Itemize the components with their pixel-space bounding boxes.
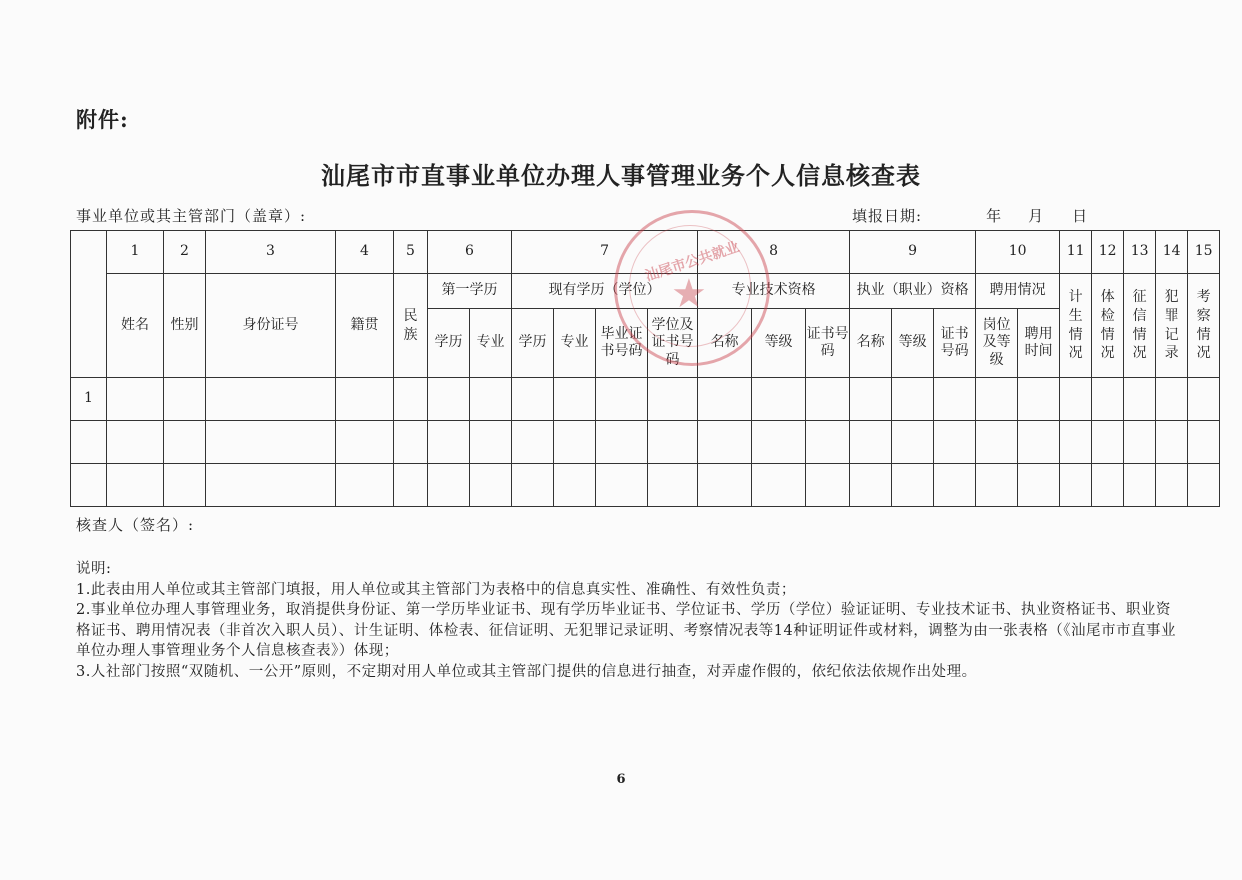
col-number: 3: [206, 231, 336, 274]
col-number: 2: [164, 231, 206, 274]
table-row: [71, 464, 1220, 507]
sub-header: 学历: [428, 309, 470, 378]
header-professional-qualification: 专业技术资格: [698, 274, 850, 309]
header-credit: [1124, 274, 1156, 378]
family-planning-text: 计生情况: [1068, 288, 1083, 362]
col-number: 15: [1188, 231, 1220, 274]
sub-header: 证书号码: [934, 309, 976, 378]
date-line: [852, 205, 1088, 226]
col-number: 7: [512, 231, 698, 274]
col-number: 1: [107, 231, 164, 274]
table-row: [71, 421, 1220, 464]
col-number: 9: [850, 231, 976, 274]
sub-header: 等级: [892, 309, 934, 378]
criminal-text: 犯罪记录: [1164, 288, 1179, 362]
col-number: 6: [428, 231, 512, 274]
sub-header: 名称: [850, 309, 892, 378]
note-item: 2.事业单位办理人事管理业务，取消提供身份证、第一学历毕业证书、现有学历毕业证书、学位证书、学历（学位）验证证明、专业技术证书、执业资格证书、职业资格证书、聘用情况表（非首次入职人员）、计生证明、体检表、征信证明、无犯罪记录证明、考察情况表等14种证明证件或材料，调整为由一张表格（《汕尾市市直事业单位办理人事管理业务个人信息核查表》）体现；: [76, 602, 1176, 659]
page-number: 6: [616, 772, 626, 787]
sub-header: 专业: [554, 309, 596, 378]
header-ethnicity: [394, 274, 428, 378]
notes-section: [76, 559, 1176, 682]
credit-text: 征信情况: [1132, 288, 1147, 362]
row-index: 1: [71, 378, 107, 421]
date-year: 年: [986, 207, 1003, 225]
header-first-education: 第一学历: [428, 274, 512, 309]
sub-header: 学历: [512, 309, 554, 378]
col-number: 13: [1124, 231, 1156, 274]
seal-star-icon: ★: [671, 271, 707, 317]
inspector-label: 核查人（签名）:: [76, 516, 195, 534]
header-native-place: 籍贯: [336, 274, 394, 378]
header-criminal: [1156, 274, 1188, 378]
sub-header: 名称: [698, 309, 752, 378]
note-item: 1.此表由用人单位或其主管部门填报，用人单位或其主管部门为表格中的信息真实性、准确性、有效性负责；: [76, 581, 796, 598]
attachment-label: 附件:: [76, 107, 129, 132]
sub-header: 等级: [752, 309, 806, 378]
row-index-header: [71, 231, 107, 378]
row-index: [71, 464, 107, 507]
header-gender: 性别: [164, 274, 206, 378]
col-number: 12: [1092, 231, 1124, 274]
page-title: 汕尾市市直事业单位办理人事管理业务个人信息核查表: [321, 162, 921, 190]
notes-heading: 说明:: [76, 561, 112, 577]
col-number: 8: [698, 231, 850, 274]
header-assessment: [1188, 274, 1220, 378]
header-name: 姓名: [107, 274, 164, 378]
note-item: 3.人社部门按照“双随机、一公开”原则，不定期对用人单位或其主管部门提供的信息进行抽查，对弄虚作假的，依纪依法依规作出处理。: [76, 663, 977, 680]
date-day: 日: [1072, 207, 1089, 225]
header-current-education: 现有学历（学位）: [512, 274, 698, 309]
sub-header: 学位及证书号码: [648, 309, 698, 378]
physical-exam-text: 体检情况: [1100, 288, 1115, 362]
header-physical-exam: [1092, 274, 1124, 378]
seal-text: 汕尾市公共就业: [643, 239, 742, 285]
row-index: [71, 421, 107, 464]
sub-header: 证书号码: [806, 309, 850, 378]
info-table: [70, 230, 1220, 507]
assessment-text: 考察情况: [1196, 288, 1211, 362]
table-row: [71, 378, 1220, 421]
col-number: 11: [1060, 231, 1092, 274]
sub-header: 专业: [470, 309, 512, 378]
sub-header: 毕业证书号码: [596, 309, 648, 378]
header-employment: 聘用情况: [976, 274, 1060, 309]
header-family-planning: [1060, 274, 1092, 378]
date-label: 填报日期:: [852, 207, 923, 225]
col-number: 10: [976, 231, 1060, 274]
date-month: 月: [1028, 207, 1045, 225]
header-id-number: 身份证号: [206, 274, 336, 378]
col-number: 14: [1156, 231, 1188, 274]
ethnicity-text: 民族: [403, 307, 418, 343]
col-number: 4: [336, 231, 394, 274]
unit-label: 事业单位或其主管部门（盖章）:: [76, 207, 307, 225]
col-number: 5: [394, 231, 428, 274]
sub-header: 聘用时间: [1018, 309, 1060, 378]
header-practice-qualification: 执业（职业）资格: [850, 274, 976, 309]
sub-header: 岗位及等级: [976, 309, 1018, 378]
